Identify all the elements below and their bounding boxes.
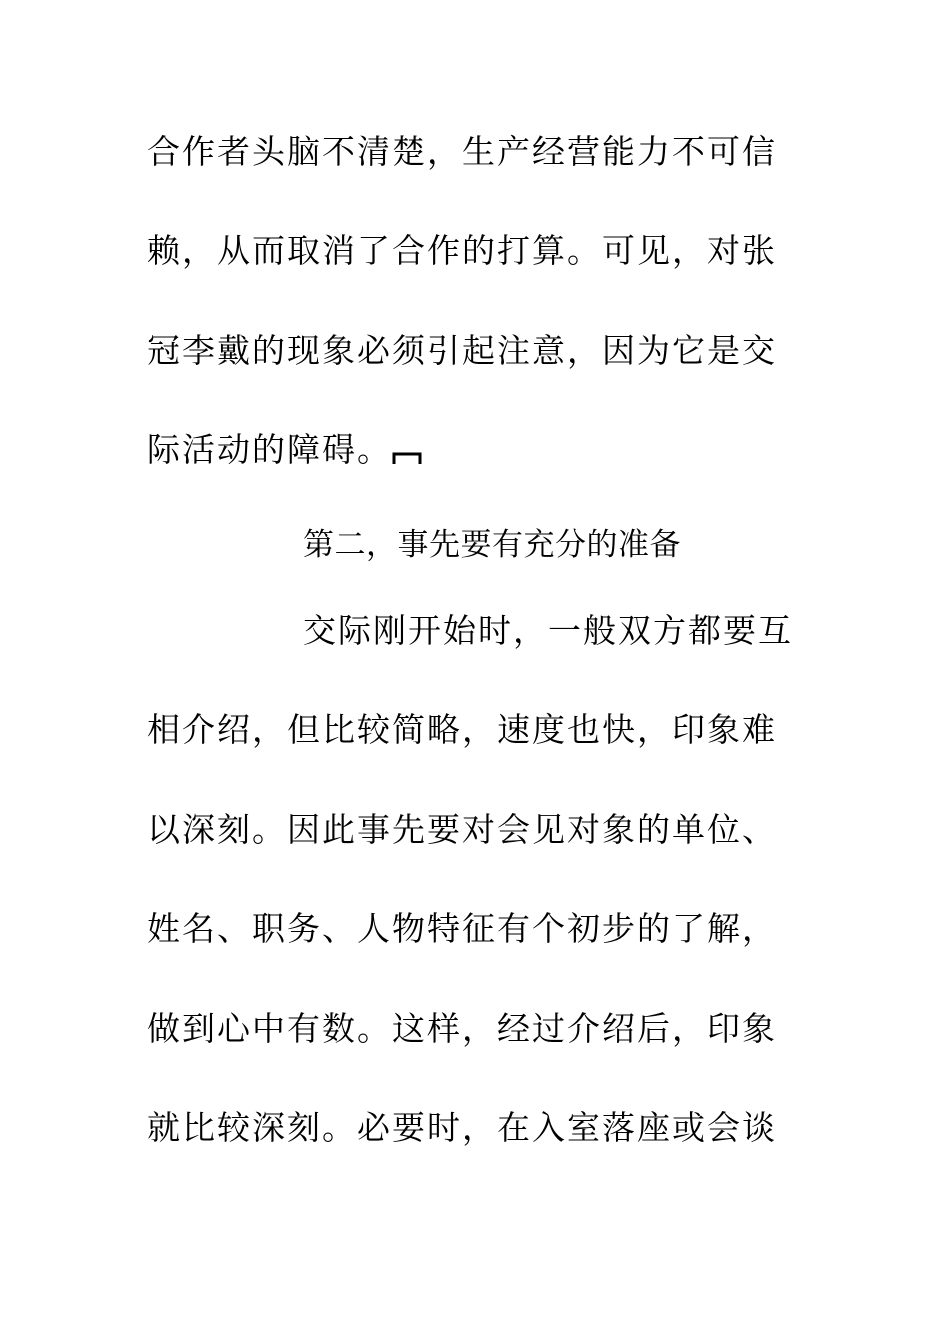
paragraph-line: 赖，从而取消了合作的打算。可见，对张 — [147, 231, 777, 270]
correction-mark-icon — [392, 451, 424, 465]
section-heading: 第二，事先要有充分的准备 — [303, 527, 681, 563]
paragraph-line: 相介绍，但比较简略，速度也快，印象难 — [147, 710, 777, 749]
paragraph-line: 合作者头脑不清楚，生产经营能力不可信 — [147, 132, 777, 171]
paragraph-line: 以深刻。因此事先要对会见对象的单位、 — [147, 810, 777, 849]
paragraph-line: 做到心中有数。这样，经过介绍后，印象 — [147, 1009, 777, 1048]
paragraph-line: 际活动的障碍。 — [147, 430, 392, 469]
paragraph-line: 就比较深刻。必要时，在入室落座或会谈 — [147, 1108, 777, 1147]
paragraph-line: 姓名、职务、人物特征有个初步的了解， — [147, 909, 777, 948]
paragraph-line: 交际刚开始时，一般双方都要互 — [303, 611, 793, 650]
paragraph-line: 冠李戴的现象必须引起注意，因为它是交 — [147, 331, 777, 370]
